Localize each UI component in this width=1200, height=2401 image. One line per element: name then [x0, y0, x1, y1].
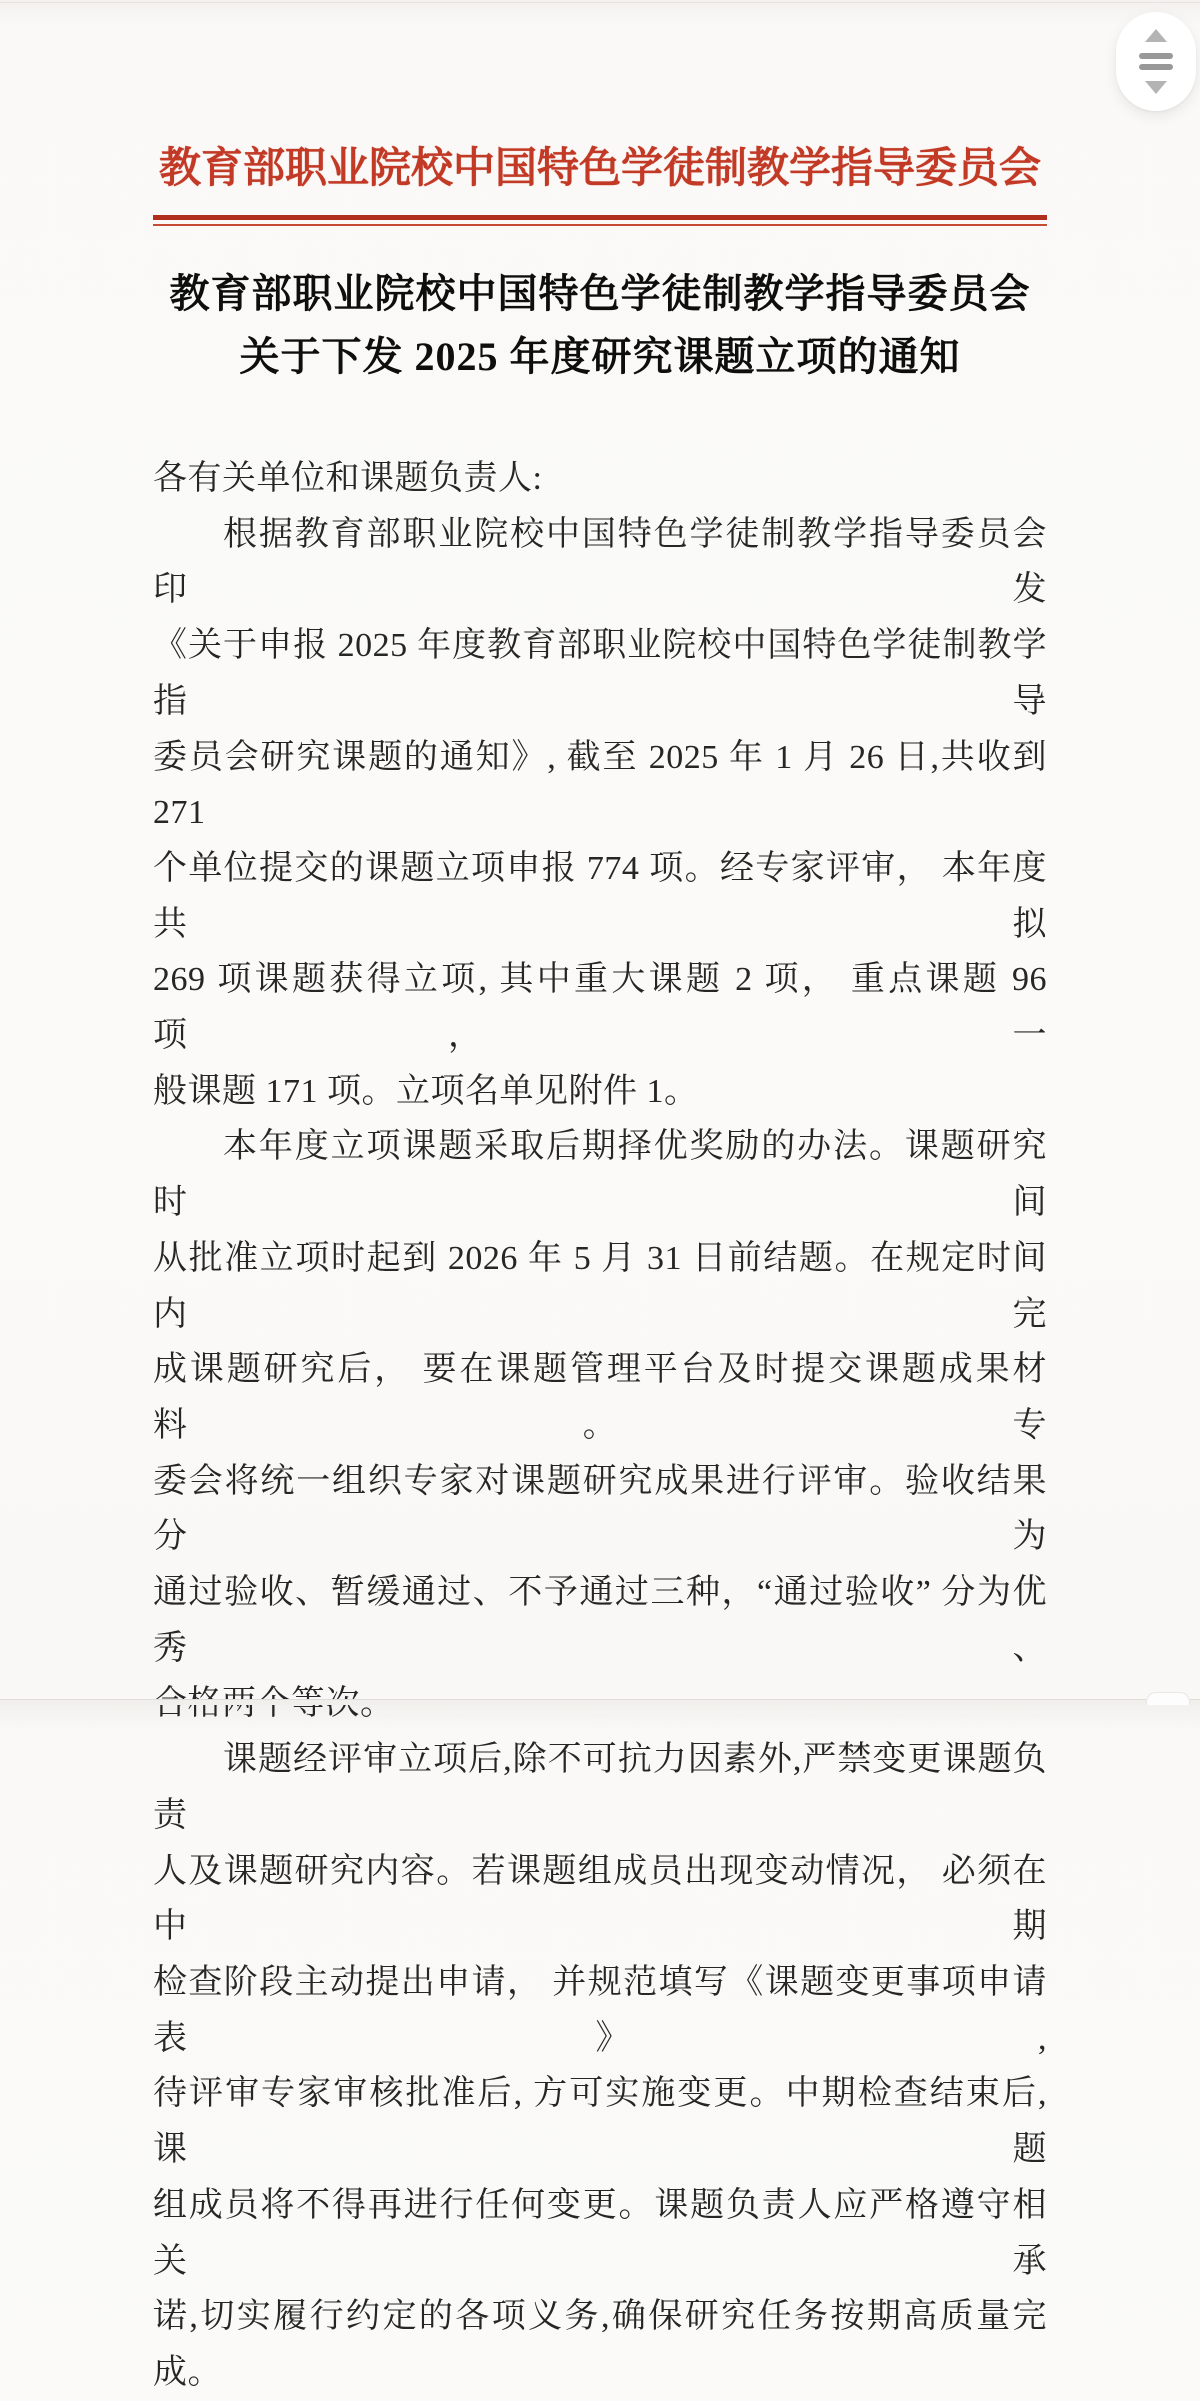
paragraph: [153, 451, 1047, 507]
body-line: 般课题 171 项。立项名单见附件 1。: [153, 1072, 699, 1110]
paragraph: [153, 1732, 1047, 2400]
document-title-line2: 关于下发 2025 年度研究课题立项的通知: [239, 334, 961, 379]
body-line: 本年度立项课题采取后期择优奖励的办法。课题研究时间: [153, 1128, 1047, 1222]
document-title-line1: 教育部职业院校中国特色学徒制教学指导委员会: [169, 271, 1031, 316]
grip-lines-icon[interactable]: [1139, 48, 1173, 75]
document-body: [153, 451, 1047, 2401]
bottom-right-widget-peek: [1146, 1692, 1190, 1705]
paragraph: [153, 1119, 1047, 1732]
page-bottom-edge: [0, 1699, 1200, 1705]
body-line: 检查阶段主动提出申请， 并规范填写《课题变更事项申请表》,: [153, 1963, 1047, 2057]
body-line: 各有关单位和课题负责人:: [153, 460, 543, 497]
body-line: 根据教育部职业院校中国特色学徒制教学指导委员会印发: [153, 515, 1047, 609]
paragraph: [153, 507, 1047, 1120]
grip-line: [1139, 53, 1173, 59]
document-title: [153, 262, 1047, 388]
rule-thick-line: [153, 215, 1047, 220]
body-line: 269 项课题获得立项, 其中重大课题 2 项， 重点课题 96 项， 一: [153, 961, 1047, 1055]
letterhead-org-title: 教育部职业院校中国特色学徒制教学指导委员会: [158, 146, 1041, 192]
body-line: 从批准立项时起到 2026 年 5 月 31 日前结题。在规定时间内完: [153, 1239, 1047, 1333]
body-line: 通过验收、暂缓通过、不予通过三种，“通过验收” 分为优秀、: [153, 1574, 1047, 1667]
letterhead-double-rule: [153, 215, 1047, 226]
body-line: 诺,切实履行约定的各项义务,确保研究任务按期高质量完成。: [153, 2298, 1047, 2391]
body-line: 委员会研究课题的通知》, 截至 2025 年 1 月 26 日,共收到 271: [153, 738, 1047, 832]
body-line: 课题经评审立项后,除不可抗力因素外,严禁变更课题负责: [153, 1741, 1047, 1834]
document-page: [153, 0, 1047, 2401]
body-line: 委会将统一组织专家对课题研究成果进行评审。验收结果分为: [153, 1462, 1047, 1556]
body-line: 组成员将不得再进行任何变更。课题负责人应严格遵守相关承: [153, 2186, 1047, 2280]
body-line: 个单位提交的课题立项申报 774 项。经专家评审， 本年度共拟: [153, 849, 1047, 943]
grip-line: [1139, 64, 1173, 70]
body-line: 待评审专家审核批准后, 方可实施变更。中期检查结束后, 课题: [153, 2075, 1047, 2169]
chevron-down-icon[interactable]: [1145, 81, 1167, 94]
scroll-widget[interactable]: [1116, 12, 1196, 111]
body-line: 成课题研究后， 要在课题管理平台及时提交课题成果材料。专: [153, 1351, 1047, 1444]
body-line: 人及课题研究内容。若课题组成员出现变动情况， 必须在中期: [153, 1852, 1047, 1946]
body-line: 《关于申报 2025 年度教育部职业院校中国特色学徒制教学指导: [153, 627, 1047, 720]
chevron-up-icon[interactable]: [1145, 29, 1167, 42]
rule-thin-line: [153, 224, 1047, 226]
